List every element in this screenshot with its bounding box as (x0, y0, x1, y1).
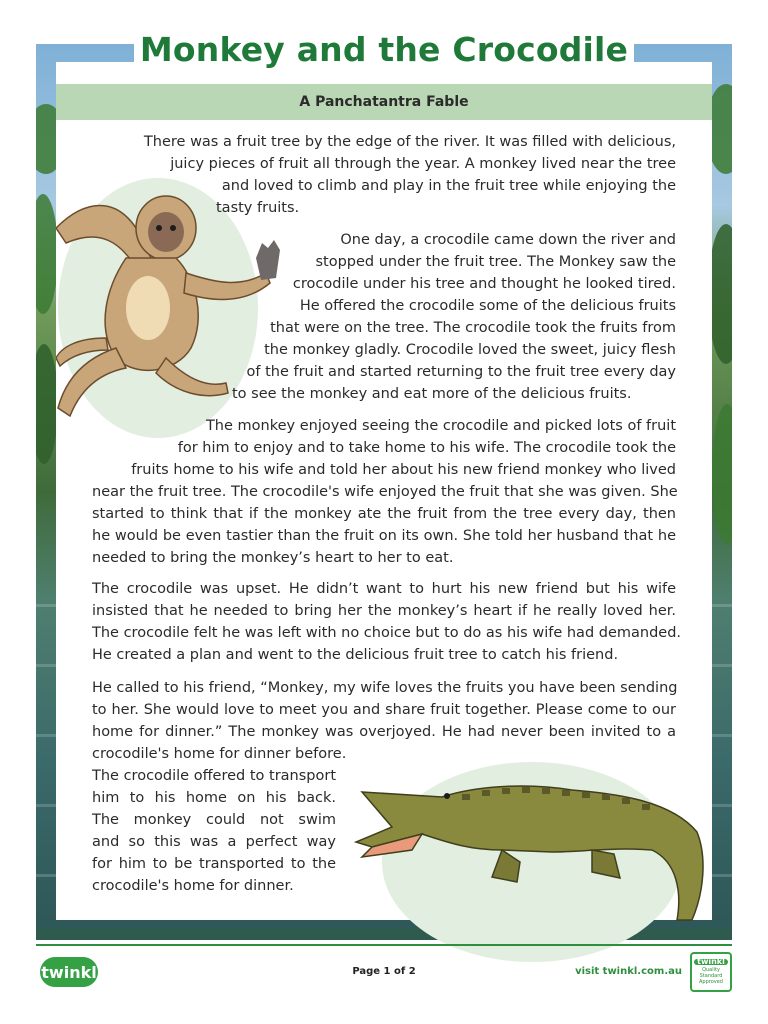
quality-standard-badge (690, 952, 732, 992)
paragraph-5 (92, 677, 676, 765)
footer-rule (36, 944, 732, 946)
paragraph-1 (92, 131, 676, 219)
text-line: He offered the crocodile some of the delicious fruits (299, 298, 676, 314)
text-line: There was a fruit tree by the edge of the river. It was filled with delicious, (143, 134, 676, 150)
text-line: near the fruit tree. The crocodile's wife enjoyed the fruit that she was given. She (92, 484, 678, 500)
text-line: needed to bring the monkey’s heart to her to eat. (92, 550, 454, 566)
text-line: he would be even tastier than the fruit on its own. She told her husband that he (92, 528, 676, 544)
text-line: juicy pieces of fruit all through the year. A monkey lived near the tree (170, 156, 676, 172)
text-line: He created a plan and went to the delicious fruit tree to catch his friend. (92, 647, 619, 663)
text-line: crocodile's home for dinner before. (92, 746, 347, 762)
text-line: He called to his friend, “Monkey, my wife loves the fruits you have been sending (92, 680, 678, 696)
badge-label: Quality Standard Approved (699, 967, 723, 985)
text-line: The monkey could not swim (92, 812, 336, 828)
text-line: The crocodile offered to transport (92, 768, 337, 784)
text-line: and so this was a perfect way (92, 834, 336, 850)
text-line: for him to enjoy and to take home to his wife. The crocodile took the (177, 440, 676, 456)
text-line: stopped under the fruit tree. The Monkey saw the (315, 254, 676, 270)
badge-brand: twinkl (694, 959, 728, 965)
text-line: The monkey enjoyed seeing the crocodile and picked lots of fruit (205, 418, 676, 434)
text-line: for him to be transported to the (92, 856, 336, 872)
text-line: to her. She would love to meet you and share fruit together. Please come to our (92, 702, 676, 718)
page-subtitle: A Panchatantra Fable (299, 94, 469, 110)
page-title: Monkey and the Crocodile (139, 30, 629, 69)
paragraph-4 (92, 578, 682, 666)
text-line: of the fruit and started returning to the fruit tree every day (246, 364, 676, 380)
twinkl-logo[interactable]: twinkl (40, 957, 98, 987)
text-line: crocodile's home for dinner. (92, 878, 294, 894)
page-number: Page 1 of 2 (352, 966, 416, 977)
subtitle-band (56, 84, 712, 120)
text-line: the monkey gladly. Crocodile loved the sweet, juicy flesh (264, 342, 676, 358)
text-line: crocodile under his tree and thought he looked tired. (292, 276, 676, 292)
website-link[interactable]: visit twinkl.com.au (575, 966, 682, 977)
text-line: insisted that he needed to bring her the monkey’s heart if he really loved her. (92, 603, 676, 619)
text-line: to see the monkey and eat more of the delicious fruits. (232, 386, 632, 402)
paragraph-3 (92, 415, 676, 569)
text-line: that were on the tree. The crocodile took the fruits from (270, 320, 676, 336)
paragraph-5-continued (92, 765, 336, 897)
text-line: One day, a crocodile came down the river and (340, 232, 676, 248)
text-line: and loved to climb and play in the fruit tree while enjoying the (221, 178, 676, 194)
paragraph-2 (232, 229, 676, 405)
text-line: tasty fruits. (216, 200, 300, 216)
text-line: The crocodile felt he was left with no choice but to do as his wife had demanded. (92, 625, 682, 641)
text-line: home for dinner.” The monkey was overjoyed. He had never been invited to a (92, 724, 676, 740)
crocodile-illustration (352, 772, 712, 922)
text-line: The crocodile was upset. He didn’t want to hurt his new friend but his wife (92, 581, 676, 597)
text-line: fruits home to his wife and told her about his new friend monkey who lived (131, 462, 676, 478)
text-line: started to think that if the monkey ate the fruit from the tree every day, then (92, 506, 676, 522)
text-line: him to his home on his back. (92, 790, 336, 806)
